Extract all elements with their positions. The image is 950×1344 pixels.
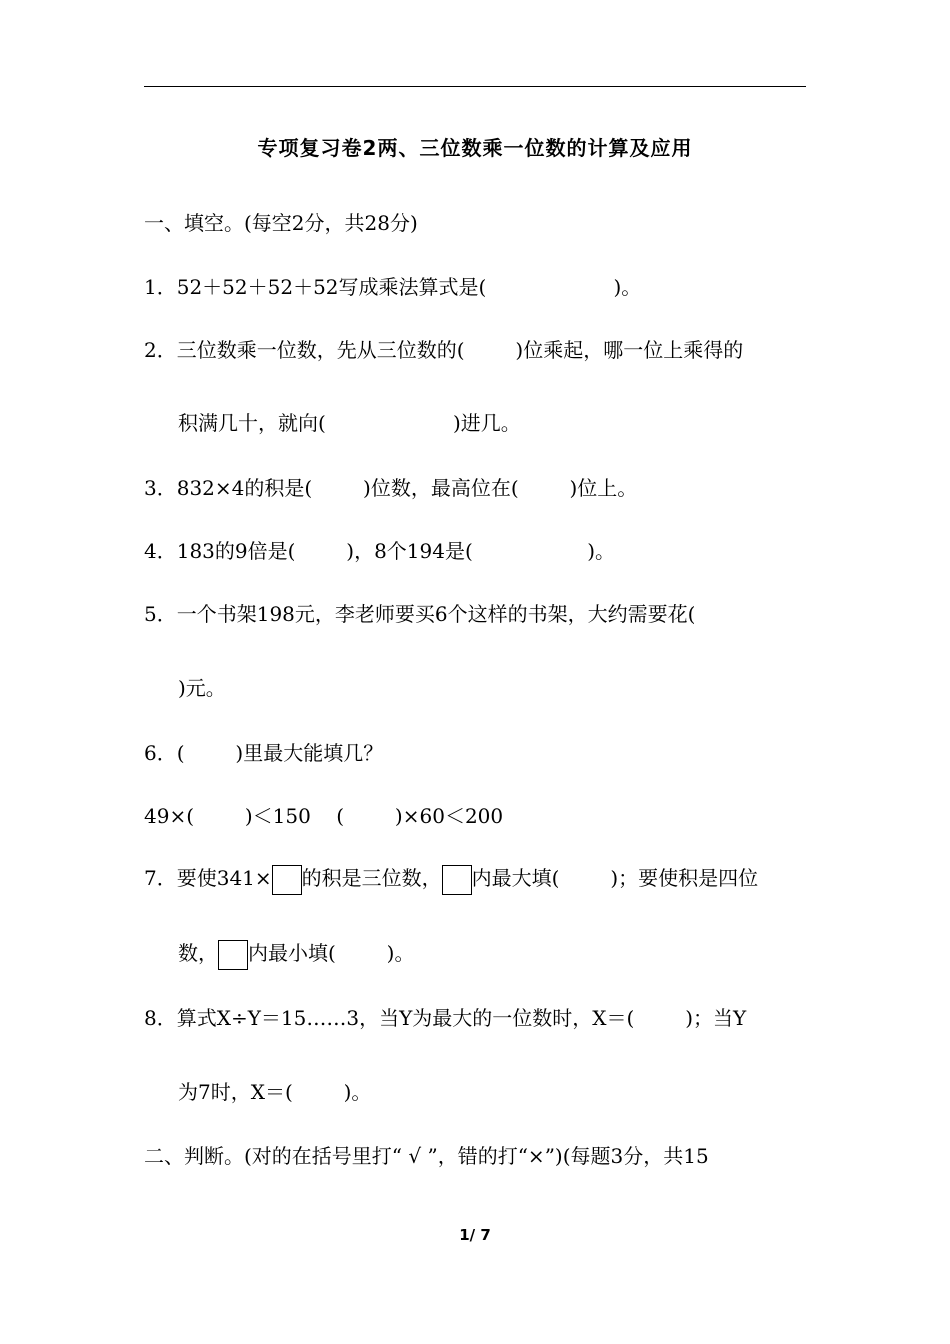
page-number: 1/ 7 [459, 1226, 491, 1244]
q7-line2b: 内最小填( )。 [248, 941, 415, 965]
q7-part1: 7．要使341× [144, 866, 272, 890]
section1-heading: 一、填空。(每空2分，共28分) [144, 211, 418, 235]
question-5-line1: 5．一个书架198元，李老师要买6个这样的书架，大约需要花( [144, 602, 696, 626]
question-8-line2: 为7时，X＝( )。 [178, 1080, 372, 1104]
q7-line2a: 数， [178, 941, 218, 965]
question-5-line2: )元。 [178, 676, 226, 700]
question-2-line1: 2．三位数乘一位数，先从三位数的( )位乘起，哪一位上乘得的 [144, 338, 744, 362]
question-8-line1: 8．算式X÷Y＝15……3，当Y为最大的一位数时，X＝( )；当Y [144, 1006, 747, 1030]
question-2-line2: 积满几十，就向( )进几。 [178, 411, 521, 435]
question-4: 4．183的9倍是( )，8个194是( )。 [144, 539, 616, 563]
q7-part3: 内最大填( )；要使积是四位 [471, 866, 759, 890]
question-3: 3．832×4的积是( )位数，最高位在( )位上。 [144, 476, 638, 500]
q7-part2: 的积是三位数， [301, 866, 442, 890]
answer-box [218, 940, 248, 970]
question-6-line1: 6．( )里最大能填几？ [144, 741, 384, 765]
page-title: 专项复习卷2两、三位数乘一位数的计算及应用 [257, 136, 693, 160]
question-1: 1．52＋52＋52＋52写成乘法算式是( )。 [144, 275, 642, 299]
header-rule [144, 86, 806, 87]
question-7-line2 [178, 938, 414, 970]
question-6-line2: 49×( )＜150 ( )×60＜200 [144, 804, 504, 828]
section2-heading: 二、判断。(对的在括号里打“ √ ”，错的打“×”)(每题3分，共15 [144, 1144, 709, 1168]
answer-box [442, 865, 472, 895]
question-7-line1 [144, 863, 758, 895]
answer-box [272, 865, 302, 895]
